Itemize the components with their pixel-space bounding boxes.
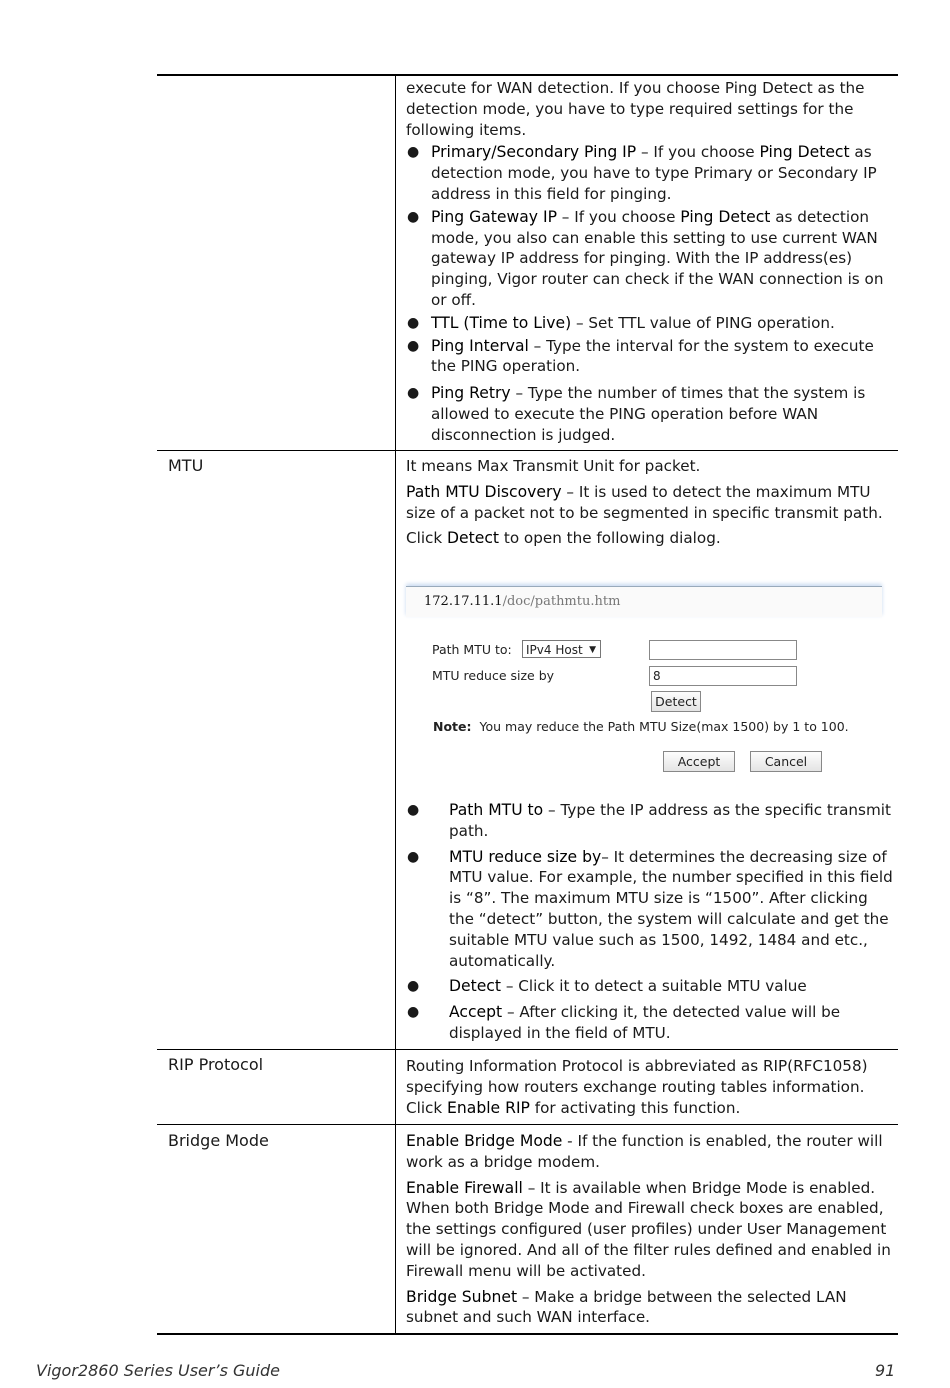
url-text: 172.17.11.1/doc/pathmtu.htm <box>424 594 621 609</box>
bridge-p1: Enable Bridge Mode - If the function is enabled, the router will work as a bridge modem. <box>406 1132 883 1171</box>
rip-description <box>406 1056 894 1123</box>
settings-table <box>157 74 898 1335</box>
row-divider <box>157 1049 898 1050</box>
list-item: ● Path MTU to – Type the IP address as the specific transmit path. <box>406 800 894 842</box>
row-divider <box>157 450 898 451</box>
rip-p1: Routing Information Protocol is abbreviated as RIP(RFC1058) specifying how routers exchange routing tables information. Click Enable RIP for activating this function. <box>406 1057 868 1117</box>
mtu-bullet-list <box>406 800 894 1044</box>
footer-guide-title: Vigor2860 Series User’s Guide <box>36 1361 280 1380</box>
path-mtu-select[interactable]: IPv4 Host ▼ <box>522 640 601 658</box>
ping-bullet-list <box>406 142 894 445</box>
mtu-options <box>406 800 894 1049</box>
bridge-description <box>406 1131 894 1333</box>
list-item: ● MTU reduce size by– It determines the decreasing size of MTU value. For example, the number specified in this field is “8”. The maximum MTU size is “1500”. After clicking the “detect” button, the system will calculate and get the suitable MTU value such as 1500, 1492, 1484 and etc., automatically. <box>406 847 894 972</box>
column-divider <box>395 76 396 1333</box>
mtu-description <box>406 456 894 554</box>
dialog-note: Note: You may reduce the Path MTU Size(max 1500) by 1 to 100. <box>433 719 849 734</box>
ping-intro: execute for WAN detection. If you choose Ping Detect as the detection mode, you have to type required settings for the following items. <box>406 79 865 139</box>
address-bar <box>406 586 882 617</box>
path-mtu-dialog <box>406 578 884 784</box>
list-item: ● Ping Interval – Type the interval for the system to execute the PING operation. <box>406 336 894 378</box>
list-item: ● Ping Gateway IP – If you choose Ping Detect as detection mode, you also can enable this setting to use current WAN gateway IP address for pinging. With the IP address(es) pinging, Vigor router can check if the WAN connection is on or off. <box>406 207 894 311</box>
mtu-reduce-input[interactable]: 8 <box>649 666 797 686</box>
mtu-p3: Click Detect to open the following dialog. <box>406 529 721 548</box>
bridge-p3: Bridge Subnet – Make a bridge between the selected LAN subnet and such WAN interface. <box>406 1287 847 1327</box>
list-item: ● Detect – Click it to detect a suitable MTU value <box>406 976 894 997</box>
list-item: ● TTL (Time to Live) – Set TTL value of PING operation. <box>406 313 894 334</box>
bridge-p2: Enable Firewall – It is available when Bridge Mode is enabled. When both Bridge Mode and Firewall check boxes are enabled, the settings configured (user profiles) under User Management will be ignored. And all of the filter rules defined and enabled in Firewall menu will be activated. <box>406 1178 891 1280</box>
accept-button[interactable]: Accept <box>663 751 735 772</box>
list-item: ● Ping Retry – Type the number of times that the system is allowed to execute the PING operation before WAN disconnection is judged. <box>406 383 894 445</box>
ping-description <box>406 78 894 448</box>
term-mtu: MTU <box>168 456 204 475</box>
path-mtu-label: Path MTU to: <box>432 642 512 657</box>
chevron-down-icon: ▼ <box>589 645 596 655</box>
detect-button[interactable]: Detect <box>651 691 701 712</box>
term-rip-protocol: RIP Protocol <box>168 1055 264 1074</box>
mtu-p2: Path MTU Discovery – It is used to detect the maximum MTU size of a packet not to be segmented in specific transmit path. <box>406 482 883 522</box>
mtu-reduce-label: MTU reduce size by <box>432 668 555 683</box>
row-divider <box>157 1124 898 1125</box>
term-bridge-mode: Bridge Mode <box>168 1131 269 1150</box>
page-number: 91 <box>875 1361 896 1380</box>
mtu-p1: It means Max Transmit Unit for packet. <box>406 457 701 475</box>
path-mtu-input[interactable] <box>649 640 797 660</box>
list-item: ● Primary/Secondary Ping IP – If you choose Ping Detect as detection mode, you have to type Primary or Secondary IP address in this field for pinging. <box>406 142 894 204</box>
cancel-button[interactable]: Cancel <box>750 751 822 772</box>
list-item: ● Accept – After clicking it, the detected value will be displayed in the field of MTU. <box>406 1002 894 1044</box>
